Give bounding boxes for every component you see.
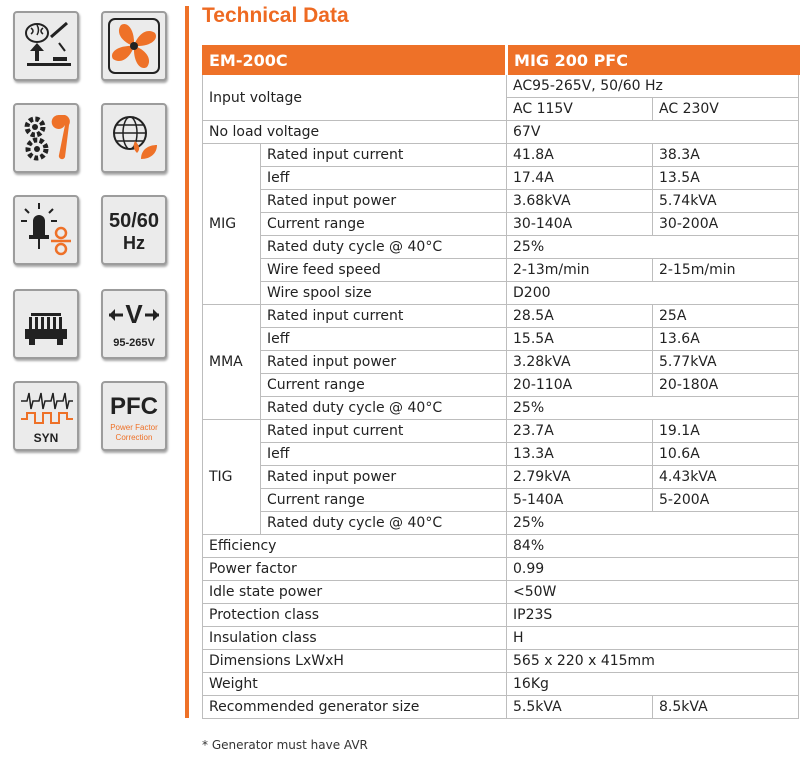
row-label: Rated input power <box>261 351 507 374</box>
table-row <box>203 167 799 190</box>
row-label: Rated input power <box>261 190 507 213</box>
table-row <box>203 190 799 213</box>
table-row <box>203 75 799 98</box>
hz-unit: Hz <box>123 233 145 253</box>
row-label: Rated duty cycle @ 40°C <box>261 236 507 259</box>
row-label: Dimensions LxWxH <box>203 650 507 673</box>
table-row <box>203 535 799 558</box>
cell-value: 3.68kVA <box>507 190 653 213</box>
cell-value: <50W <box>507 581 799 604</box>
cell-value: 2-13m/min <box>507 259 653 282</box>
pfc-icon <box>101 381 167 451</box>
cell-value: 5-200A <box>653 489 799 512</box>
cell-value: 2.79kVA <box>507 466 653 489</box>
row-label: Current range <box>261 374 507 397</box>
section-label-tig: TIG <box>203 420 261 535</box>
voltage-range-icon <box>101 289 167 359</box>
row-label: Power factor <box>203 558 507 581</box>
cell-value: 23.7A <box>507 420 653 443</box>
cell-value: 25% <box>507 397 799 420</box>
row-label: Ieff <box>261 167 507 190</box>
row-label: Wire feed speed <box>261 259 507 282</box>
technical-data-table <box>202 45 800 719</box>
voltage-range-label: 95-265V <box>113 337 155 349</box>
cell-value: 38.3A <box>653 144 799 167</box>
cell-value: 13.5A <box>653 167 799 190</box>
cell-value: AC95-265V, 50/60 Hz <box>507 75 799 98</box>
table-row <box>203 282 799 305</box>
led-indicator-icon <box>13 195 79 265</box>
table-row <box>203 374 799 397</box>
cell-value: 20-110A <box>507 374 653 397</box>
cell-value: AC 115V <box>507 98 653 121</box>
hz-value: 50/60 <box>108 210 160 232</box>
cell-value: 5.5kVA <box>507 696 653 719</box>
table-row <box>203 121 799 144</box>
voltage-symbol: V <box>125 299 143 329</box>
row-label: Rated input current <box>261 144 507 167</box>
cell-value: 565 x 220 x 415mm <box>507 650 799 673</box>
globe-leaf-icon <box>101 103 167 173</box>
row-label: Current range <box>261 213 507 236</box>
cell-value: 15.5A <box>507 328 653 351</box>
section-label-mig: MIG <box>203 144 261 305</box>
table-row <box>203 489 799 512</box>
brain-welding-icon <box>13 11 79 81</box>
cell-value: 67V <box>507 121 799 144</box>
cell-value: 5.74kVA <box>653 190 799 213</box>
cell-value: 13.6A <box>653 328 799 351</box>
table-row <box>203 305 799 328</box>
table-row <box>203 144 799 167</box>
page-title: Technical Data <box>202 4 349 27</box>
table-row <box>203 627 799 650</box>
cell-value: 13.3A <box>507 443 653 466</box>
table-row <box>203 443 799 466</box>
row-label: Current range <box>261 489 507 512</box>
row-label: Wire spool size <box>261 282 507 305</box>
table-row <box>203 558 799 581</box>
row-label: Rated input current <box>261 420 507 443</box>
row-label: Input voltage <box>203 75 507 121</box>
cell-value: 28.5A <box>507 305 653 328</box>
table-row <box>203 259 799 282</box>
row-label: Weight <box>203 673 507 696</box>
cell-value: 16Kg <box>507 673 799 696</box>
pfc-label: PFC <box>110 393 158 420</box>
row-label: Rated input current <box>261 305 507 328</box>
table-row <box>203 512 799 535</box>
gears-wrench-icon <box>13 103 79 173</box>
row-label: Rated duty cycle @ 40°C <box>261 397 507 420</box>
cell-value: 2-15m/min <box>653 259 799 282</box>
cell-value: 17.4A <box>507 167 653 190</box>
row-label: Ieff <box>261 328 507 351</box>
footnote: * Generator must have AVR <box>202 738 368 752</box>
table-row <box>203 673 799 696</box>
cell-value: 10.6A <box>653 443 799 466</box>
table-row <box>203 236 799 259</box>
table-row <box>203 397 799 420</box>
pfc-sub-label-1: Power Factor <box>110 423 158 432</box>
table-row <box>203 696 799 719</box>
table-row <box>203 466 799 489</box>
table-row <box>203 581 799 604</box>
cell-value: 30-200A <box>653 213 799 236</box>
synergic-waveform-icon <box>13 381 79 451</box>
table-row <box>203 351 799 374</box>
row-label: Rated input power <box>261 466 507 489</box>
row-label: Idle state power <box>203 581 507 604</box>
model-code: EM-200C <box>203 46 507 75</box>
table-row <box>203 328 799 351</box>
row-label: Rated duty cycle @ 40°C <box>261 512 507 535</box>
cell-value: 41.8A <box>507 144 653 167</box>
cell-value: 25% <box>507 236 799 259</box>
cell-value: 20-180A <box>653 374 799 397</box>
cell-value: 25A <box>653 305 799 328</box>
table-row <box>203 650 799 673</box>
fan-icon <box>101 11 167 81</box>
cell-value: 4.43kVA <box>653 466 799 489</box>
cell-value: 8.5kVA <box>653 696 799 719</box>
cell-value: 30-140A <box>507 213 653 236</box>
row-label: No load voltage <box>203 121 507 144</box>
table-row <box>203 213 799 236</box>
cell-value: IP23S <box>507 604 799 627</box>
cell-value: 3.28kVA <box>507 351 653 374</box>
cell-value: 5-140A <box>507 489 653 512</box>
row-label: Protection class <box>203 604 507 627</box>
cell-value: 19.1A <box>653 420 799 443</box>
table-row <box>203 420 799 443</box>
model-name: MIG 200 PFC <box>507 46 799 75</box>
cell-value: 5.77kVA <box>653 351 799 374</box>
row-label: Efficiency <box>203 535 507 558</box>
section-label-mma: MMA <box>203 305 261 420</box>
orange-divider <box>185 6 189 718</box>
cell-value: AC 230V <box>653 98 799 121</box>
syn-label: SYN <box>33 431 59 445</box>
row-label: Ieff <box>261 443 507 466</box>
row-label: Recommended generator size <box>203 696 507 719</box>
cell-value: 0.99 <box>507 558 799 581</box>
table-header-row <box>203 46 799 75</box>
row-label: Insulation class <box>203 627 507 650</box>
cell-value: 25% <box>507 512 799 535</box>
igbt-module-icon <box>13 289 79 359</box>
frequency-50-60hz-icon <box>101 195 167 265</box>
table-row <box>203 604 799 627</box>
cell-value: H <box>507 627 799 650</box>
cell-value: D200 <box>507 282 799 305</box>
cell-value: 84% <box>507 535 799 558</box>
pfc-sub-label-2: Correction <box>115 433 153 442</box>
